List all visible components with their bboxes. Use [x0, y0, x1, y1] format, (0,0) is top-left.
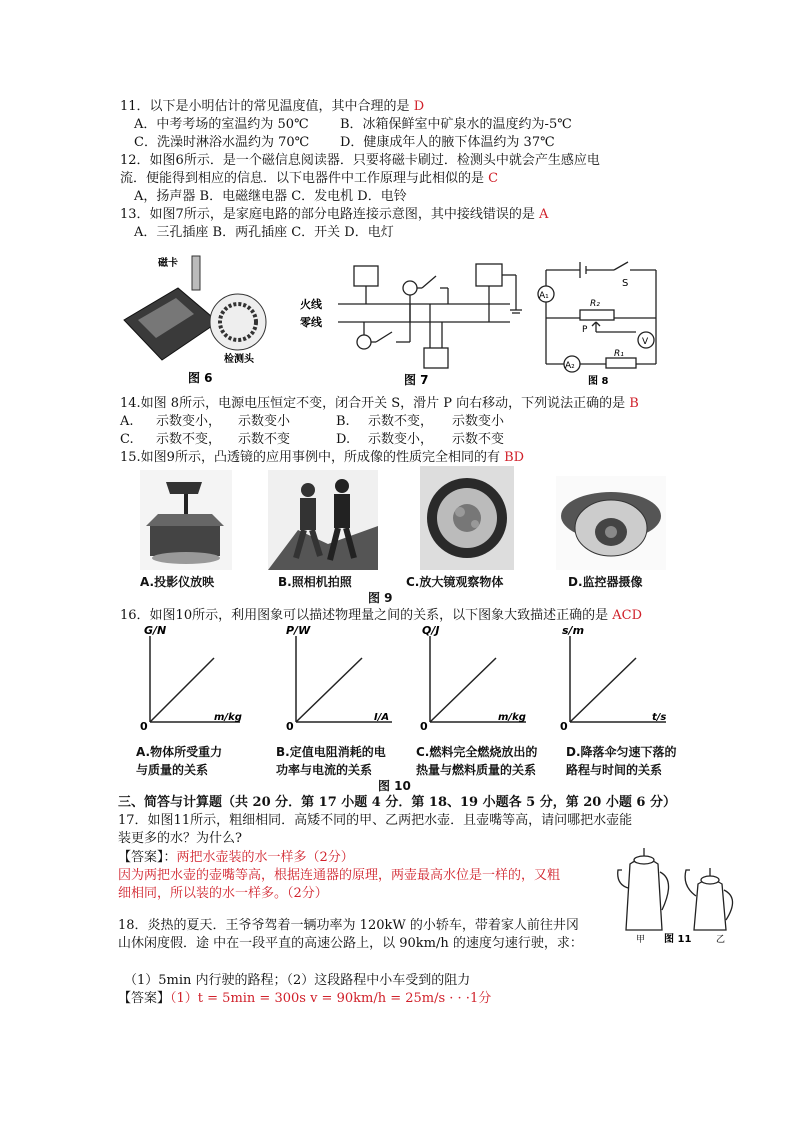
q13-answer: A	[538, 207, 549, 222]
q14-optB-part1: 示数不变，	[368, 414, 434, 429]
figure-6-card-reader	[118, 252, 278, 388]
fig7-neutral-wire-label: 零线	[300, 316, 322, 329]
q14-optD-part2: 示数不变	[452, 432, 505, 447]
q11-option-b: B．冰箱保鲜室中矿泉水的温度约为-5℃	[340, 117, 572, 132]
q11-stem	[120, 98, 424, 115]
q14-optA-part2: 示数变小	[238, 414, 291, 429]
q14-optD-letter: D.	[336, 432, 351, 447]
q13-stem-text: 13．如图7所示，是家庭电路的部分电路连接示意图，其中接线错误的是	[120, 207, 535, 222]
q14-optC-part2: 示数不变	[238, 432, 291, 447]
fig8-r2-label: R₂	[590, 299, 600, 309]
q16-stem-text: 16．如图10所示，利用图象可以描述物理量之间的关系，以下图象大致描述正确的是	[120, 608, 609, 623]
q17-answer-text: 两把水壶装的水一样多（2分）	[176, 850, 354, 865]
q14-optC-letter: C.	[120, 432, 134, 447]
graph-d-x-label: t/s	[652, 712, 667, 723]
fig8-voltmeter: V	[642, 337, 649, 347]
q14-optC-part1: 示数不变，	[156, 432, 222, 447]
q12-line2-text: 流．便能得到相应的信息．以下电器件中工作原理与此相似的是	[120, 171, 485, 186]
graph-b-y-label: P/W	[286, 624, 311, 637]
q12-line2	[120, 170, 498, 187]
q15-stem-text: 15.如图9所示，凸透镜的应用事例中，所成像的性质完全相同的有	[120, 450, 500, 465]
fig9-caption-b: B.照相机拍照	[278, 575, 352, 589]
q12-options: A，扬声器 B．电磁继电器 C．发电机 D．电铃	[134, 189, 407, 204]
graph-b-caption-2: 功率与电流的关系	[276, 763, 373, 777]
fig8-ammeter-a1: A₁	[539, 291, 549, 301]
q18-answer-text: （1）t = 5min = 300s v = 90km/h = 25m/s · · ·1分	[170, 991, 492, 1006]
graph-c-caption-1: C.燃料完全燃烧放出的	[416, 745, 538, 759]
q15-answer: BD	[504, 450, 525, 465]
q14-optB-letter: B.	[336, 414, 350, 429]
q18-answer-label: 【答案】	[118, 991, 171, 1006]
graph-a-caption-2: 与质量的关系	[136, 763, 209, 777]
camera-photo	[268, 470, 378, 570]
teapot-yi-spout	[685, 870, 696, 896]
q13-options: A．三孔插座 B．两孔插座 C．开关 D．电灯	[134, 225, 394, 240]
fig6-card-label: 磁卡	[158, 258, 178, 269]
magnifier-photo	[420, 466, 514, 570]
q14-option-c	[120, 431, 291, 448]
figure-10-graphs	[130, 622, 690, 740]
q11-option-a: A．中考考场的室温约为 50℃	[134, 117, 309, 132]
fig9-caption-d: D.监控器摄像	[568, 575, 643, 589]
q14-option-b	[336, 413, 505, 430]
graph-d	[560, 624, 666, 733]
figure-8-circuit	[536, 260, 664, 388]
q14-stem	[120, 395, 639, 412]
fig8-slider-label: P	[582, 325, 588, 335]
q17-line2: 装更多的水？为什么?	[118, 831, 242, 846]
fig6-caption: 图 6	[188, 371, 213, 385]
figure-7-household-circuit	[300, 260, 536, 390]
teapot-jia-handle	[660, 872, 669, 910]
fig11-yi-label: 乙	[716, 935, 726, 945]
q17-answer-label: 【答案】：	[118, 850, 177, 865]
fig9-caption-c: C.放大镜观察物体	[406, 575, 504, 589]
projector-photo	[140, 470, 232, 570]
q14-optA-letter: A.	[120, 414, 134, 429]
graph-a	[140, 624, 242, 733]
q11-answer: D	[413, 99, 425, 114]
teapot-jia-spout	[618, 870, 628, 888]
fig8-r1-label: R₁	[614, 349, 624, 359]
graph-a-caption-1: A.物体所受重力	[136, 745, 223, 759]
magnetic-card-shape	[192, 256, 200, 290]
graph-a-y-label: G/N	[144, 624, 167, 637]
figure-11-teapots	[616, 834, 756, 946]
q14-option-a	[120, 413, 291, 430]
graph-c-origin: 0	[420, 720, 428, 733]
graph-d-y-label: s/m	[562, 624, 585, 637]
q18-answer	[118, 990, 491, 1007]
graph-b-origin: 0	[286, 720, 294, 733]
q14-optD-part1: 示数变小，	[368, 432, 434, 447]
surveillance-camera-photo	[556, 476, 666, 570]
graph-a-origin: 0	[140, 720, 148, 733]
fig8-ammeter-a2: A₂	[565, 361, 575, 371]
fig9-caption: 图 9	[368, 591, 393, 605]
q15-stem	[120, 449, 524, 466]
q12-answer: C	[488, 171, 499, 186]
q14-option-d	[336, 431, 505, 448]
q17-line1: 17．如图11所示，粗细相同．高矮不同的甲、乙两把水壶．且壶嘴等高，请问哪把水壶能	[118, 813, 633, 828]
graph-a-x-label: m/kg	[214, 712, 242, 723]
q17-reason-2: 细相同，所以装的水一样多。（2分）	[118, 886, 328, 901]
fig8-caption: 图 8	[588, 376, 609, 387]
graph-d-caption-2: 路程与时间的关系	[566, 763, 663, 777]
q13-stem	[120, 206, 548, 223]
fig9-caption-a: A.投影仪放映	[140, 575, 215, 589]
graph-b	[286, 624, 392, 733]
q14-optA-part1: 示数变小，	[156, 414, 222, 429]
q16-answer: ACD	[612, 608, 642, 623]
graph-c	[420, 624, 526, 733]
fig11-jia-label: 甲	[636, 935, 646, 945]
q17-answer	[118, 849, 354, 866]
fig8-switch-label: S	[622, 278, 629, 289]
q18-line1: 18．炎热的夏天．王爷爷驾着一辆功率为 120kW 的小轿车，带着家人前往井冈	[118, 918, 579, 933]
teapot-jia-body	[626, 859, 662, 930]
graph-c-caption-2: 热量与燃料质量的关系	[416, 763, 537, 777]
fig10-caption: 图 10	[378, 779, 411, 793]
graph-c-x-label: m/kg	[498, 712, 526, 723]
q11-stem-text: 11．以下是小明估计的常见温度值，其中合理的是	[120, 99, 410, 114]
fig7-caption: 图 7	[404, 373, 429, 387]
q12-line1: 12．如图6所示．是一个磁信息阅读器．只要将磁卡刷过．检测头中就会产生感应电	[120, 153, 600, 168]
graph-b-x-label: I/A	[374, 712, 390, 723]
q14-optB-part2: 示数变小	[452, 414, 505, 429]
section-3-heading: 三、简答与计算题（共 20 分．第 17 小题 4 分．第 18、19 小题各 5 分，第 20 小题 6 分）	[118, 795, 676, 810]
q18-line3: （1）5min 内行驶的路程；（2）这段路程中小车受到的阻力	[124, 973, 471, 988]
fig6-head-label: 检测头	[224, 354, 254, 365]
q17-reason-1: 因为两把水壶的壶嘴等高，根据连通器的原理，两壶最高水位是一样的，又粗	[118, 868, 561, 883]
teapot-jia-lid	[634, 856, 654, 864]
fig7-live-wire-label: 火线	[300, 298, 322, 311]
teapot-yi-lid	[701, 876, 719, 884]
q14-answer: B	[629, 396, 639, 411]
q14-stem-text: 14.如图 8所示，电源电压恒定不变，闭合开关 S，滑片 P 向右移动，下列说法正确的是	[120, 396, 626, 411]
fig11-caption: 图 11	[664, 934, 692, 945]
graph-c-y-label: Q/J	[422, 624, 440, 637]
graph-b-caption-1: B.定值电阻消耗的电	[276, 745, 386, 759]
teapot-yi-body	[694, 880, 726, 930]
q18-line2: 山休闲度假．途 中在一段平直的高速公路上，以 90km/h 的速度匀速行驶，求：	[118, 936, 583, 951]
q11-option-c: C．洗澡时淋浴水温约为 70℃	[134, 135, 310, 150]
graph-d-caption-1: D.降落伞匀速下落的	[566, 745, 677, 759]
q11-option-d: D．健康成年人的腋下体温约为 37℃	[340, 135, 555, 150]
graph-d-origin: 0	[560, 720, 568, 733]
